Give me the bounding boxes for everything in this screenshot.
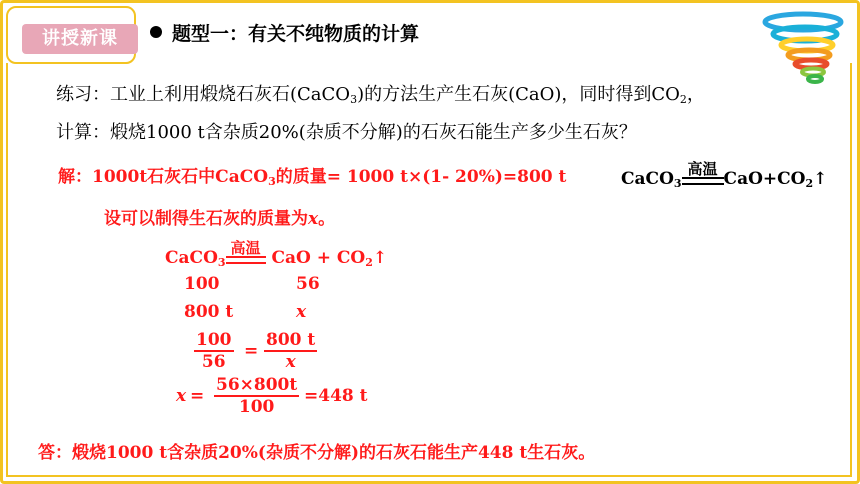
exercise-line-2: 计算：煅烧1000 t含杂质20%(杂质不分解)的石灰石能生产多少生石灰？ [56,122,637,143]
solution-text: 解：1000t石灰石中CaCO [58,167,269,187]
reaction-equation [165,241,387,269]
subscript: 3 [217,256,226,269]
solution-line-2 [104,204,335,229]
proportion-equals: = [244,341,259,361]
result-value: =448 t [304,386,368,406]
page-title: 题型一：有关不纯物质的计算 [172,23,420,45]
proportion-left [194,330,234,372]
subscript: 3 [350,93,358,106]
reactant: CaCO [165,248,218,268]
subscript: 3 [673,177,682,190]
numerator: 800 t [266,330,316,350]
exercise-text: )的方法生产生石灰(CaO)，同时得到CO [357,84,680,105]
solution-line-1 [58,162,566,188]
equals-bar [226,256,266,264]
reaction-equation-reference [621,162,827,190]
title-bullet-icon [150,26,162,38]
subscript: 3 [268,175,276,188]
numerator: 56×800t [216,375,298,395]
condition-label: 高温 [687,160,718,178]
subscript: 2 [679,93,687,106]
denominator: 56 [201,352,226,372]
numerator: 100 [196,330,232,350]
result-variable: x [176,386,187,406]
solution-text: 设可以制得生石灰的质量为 [104,209,308,229]
answer-line: 答：煅烧1000 t含杂质20%(杂质不分解)的石灰石能生产448 t生石灰。 [38,443,596,463]
section-tag [6,6,136,64]
condition-label: 高温 [230,239,261,257]
actual-mass-caco3: 800 t [184,302,234,322]
product: CaO + CO [265,248,366,268]
denominator: 100 [238,397,275,417]
exercise-text: 练习：工业上利用煅烧石灰石(CaCO [56,84,351,105]
gas-arrow: ↑ [372,248,388,268]
subscript: 2 [365,256,373,269]
reactant: CaCO [621,169,674,189]
variable: x [308,209,319,229]
reaction-condition [682,162,724,190]
mass-ratio-caco3: 100 [184,274,220,294]
subscript: 2 [805,177,814,190]
result-equals: = [190,386,205,406]
section-tag-label: 讲授新课 [22,24,138,54]
product: CaO+CO [723,169,806,189]
equals-bar [682,177,724,185]
denominator: x [285,352,296,372]
gas-arrow: ↑ [813,169,828,189]
exercise-line-1 [56,80,705,106]
mass-ratio-cao: 56 [296,274,320,294]
spiral-funnel-icon [758,10,848,90]
reaction-condition [226,241,266,269]
solution-text: 。 [318,209,336,229]
solution-text: 的质量= 1000 t×(1- 20%)=800 t [275,167,567,187]
actual-mass-cao: x [296,302,307,322]
proportion-right [264,330,317,372]
result-fraction [214,375,299,417]
exercise-text: ， [686,84,705,105]
